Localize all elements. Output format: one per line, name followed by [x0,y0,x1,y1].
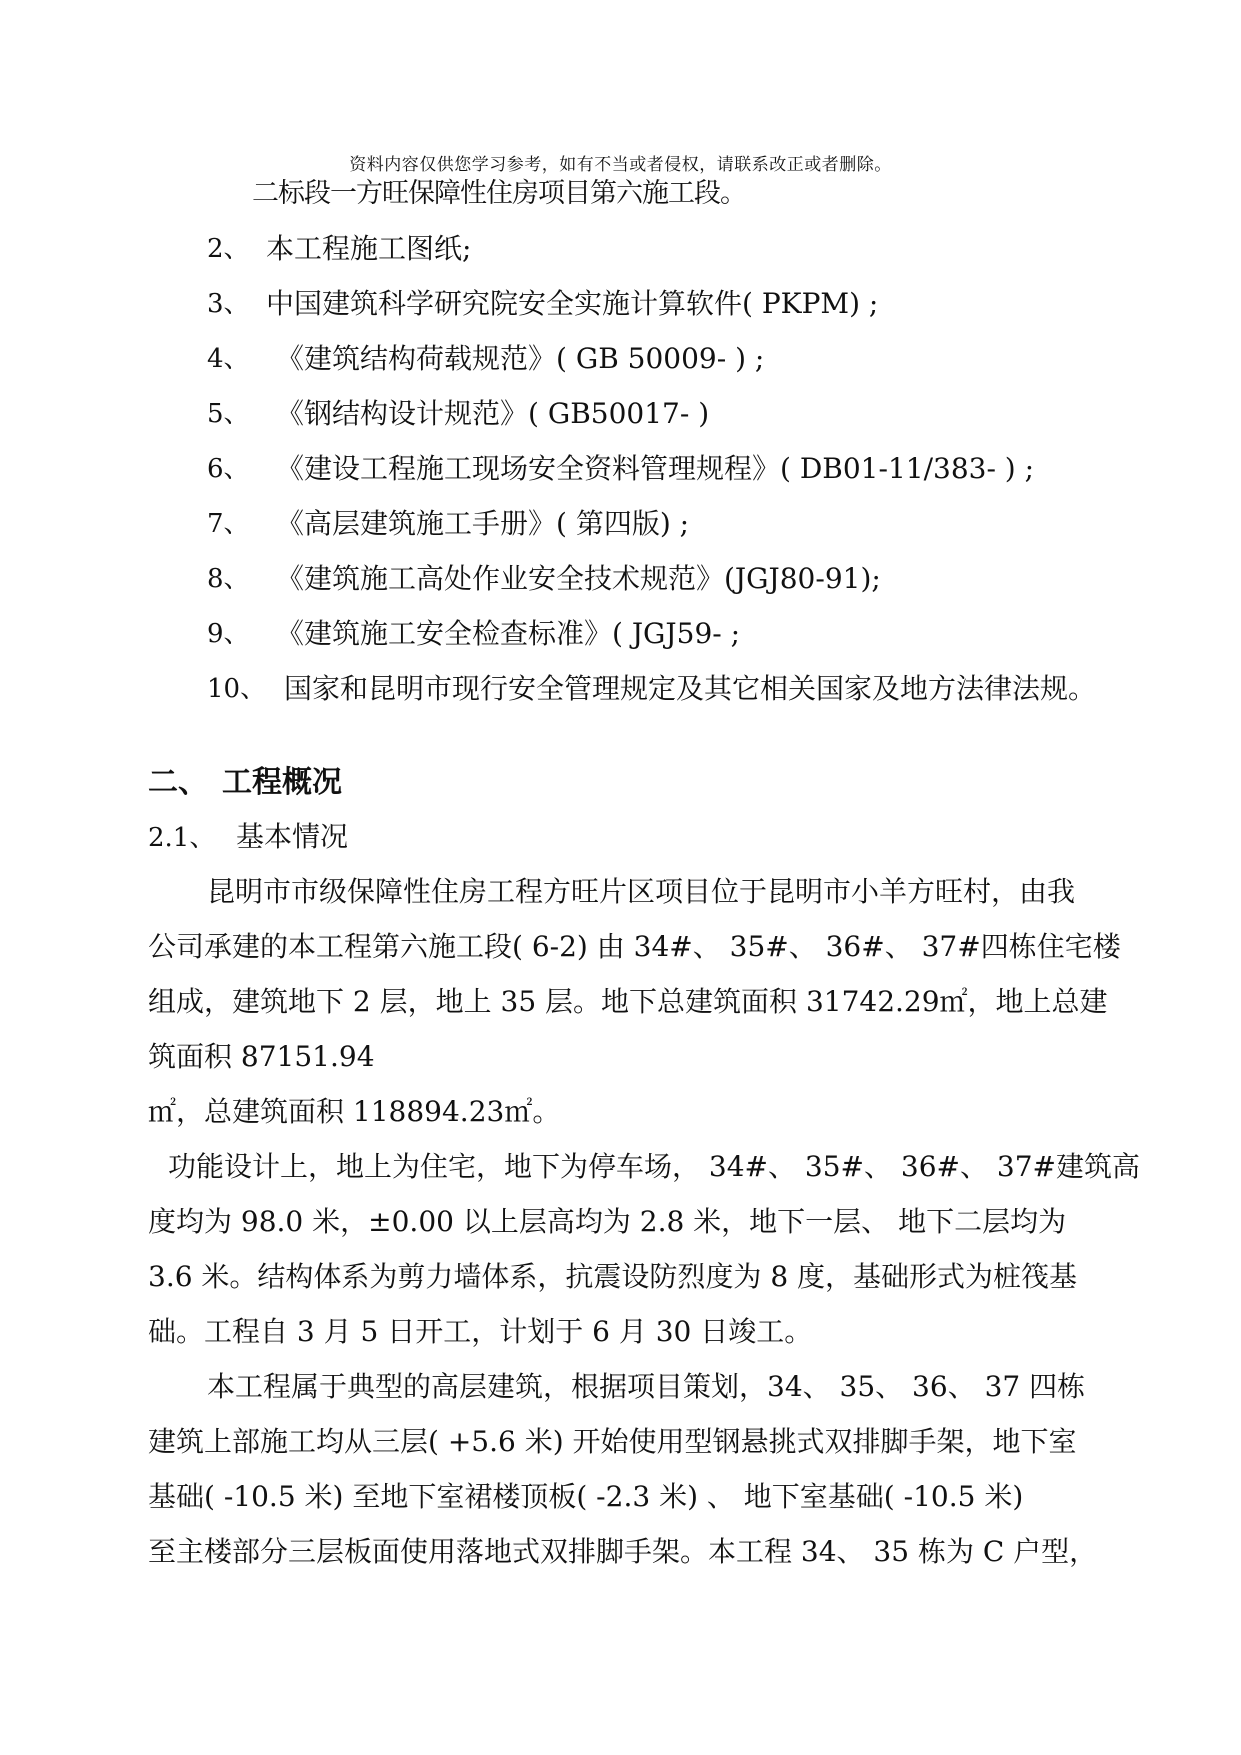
paragraph-line: 功能设计上，地上为住宅，地下为停车场， 34#、 35#、 36#、 37#建筑高 [168,1150,1140,1183]
reference-text: 本工程施工图纸; [266,232,472,265]
reference-text: 《建筑结构荷载规范》( GB 50009- ) ; [276,342,765,375]
paragraph-line: 度均为 98.0 米，±0.00 以上层高均为 2.8 米，地下一层、 地下二层均为 [148,1205,1067,1238]
subsection-number: 2.1、 [148,823,216,853]
paragraph-line: 3.6 米。结构体系为剪力墙体系，抗震设防烈度为 8 度，基础形式为桩筏基 [148,1260,1078,1293]
reference-number: 10、 [207,674,267,704]
paragraph-line: 基础( -10.5 米) 至地下室裙楼顶板( -2.3 米) 、 地下室基础( -10.5 米) [148,1480,1024,1513]
reference-number: 9、 [207,619,250,649]
reference-number: 8、 [207,564,250,594]
section-title-text: 工程概况 [222,765,342,800]
disclaimer-header: 资料内容仅供您学习参考，如有不当或者侵权，请联系改正或者删除。 [349,155,892,175]
section-heading [148,765,342,800]
reference-text: 《钢结构设计规范》( GB50017- ) [276,397,710,430]
subsection-heading [148,820,349,853]
continuation-line: 二标段一方旺保障性住房项目第六施工段。 [252,178,746,209]
reference-number: 3、 [207,289,250,319]
reference-number: 7、 [207,509,250,539]
paragraph-line: 至主楼部分三层板面使用落地式双排脚手架。本工程 34、 35 栋为 C 户型， [148,1535,1098,1568]
reference-number: 4、 [207,344,250,374]
paragraph-line: 组成，建筑地下 2 层，地上 35 层。地下总建筑面积 31742.29㎡，地上总建 [148,985,1108,1018]
paragraph-line: 筑面积 87151.94 [148,1040,375,1073]
reference-text: 国家和昆明市现行安全管理规定及其它相关国家及地方法律法规。 [284,672,1097,705]
reference-text: 《建筑施工高处作业安全技术规范》(JGJ80-91); [276,562,881,595]
reference-text: 《高层建筑施工手册》( 第四版) ; [276,507,690,540]
reference-number: 6、 [207,454,250,484]
paragraph-line: 础。工程自 3 月 5 日开工，计划于 6 月 30 日竣工。 [148,1315,813,1348]
subsection-title-text: 基本情况 [236,820,349,853]
paragraph-line: 昆明市市级保障性住房工程方旺片区项目位于昆明市小羊方旺村，由我 [207,875,1076,908]
section-number: 二、 [148,765,208,800]
reference-text: 中国建筑科学研究院安全实施计算软件( PKPM) ; [266,287,879,320]
reference-text: 《建设工程施工现场安全资料管理规程》( DB01-11/383- ) ; [276,452,1035,485]
reference-number: 2、 [207,234,250,264]
paragraph-line: 本工程属于典型的高层建筑，根据项目策划，34、 35、 36、 37 四栋 [207,1370,1086,1403]
reference-number: 5、 [207,399,250,429]
reference-text: 《建筑施工安全检查标准》( JGJ59- ; [276,617,741,650]
paragraph-line: 公司承建的本工程第六施工段( 6-2) 由 34#、 35#、 36#、 37#四栋住宅楼 [148,930,1121,963]
paragraph-line: 建筑上部施工均从三层( +5.6 米) 开始使用型钢悬挑式双排脚手架，地下室 [148,1425,1077,1458]
paragraph-line: ㎡，总建筑面积 118894.23㎡。 [148,1095,561,1128]
